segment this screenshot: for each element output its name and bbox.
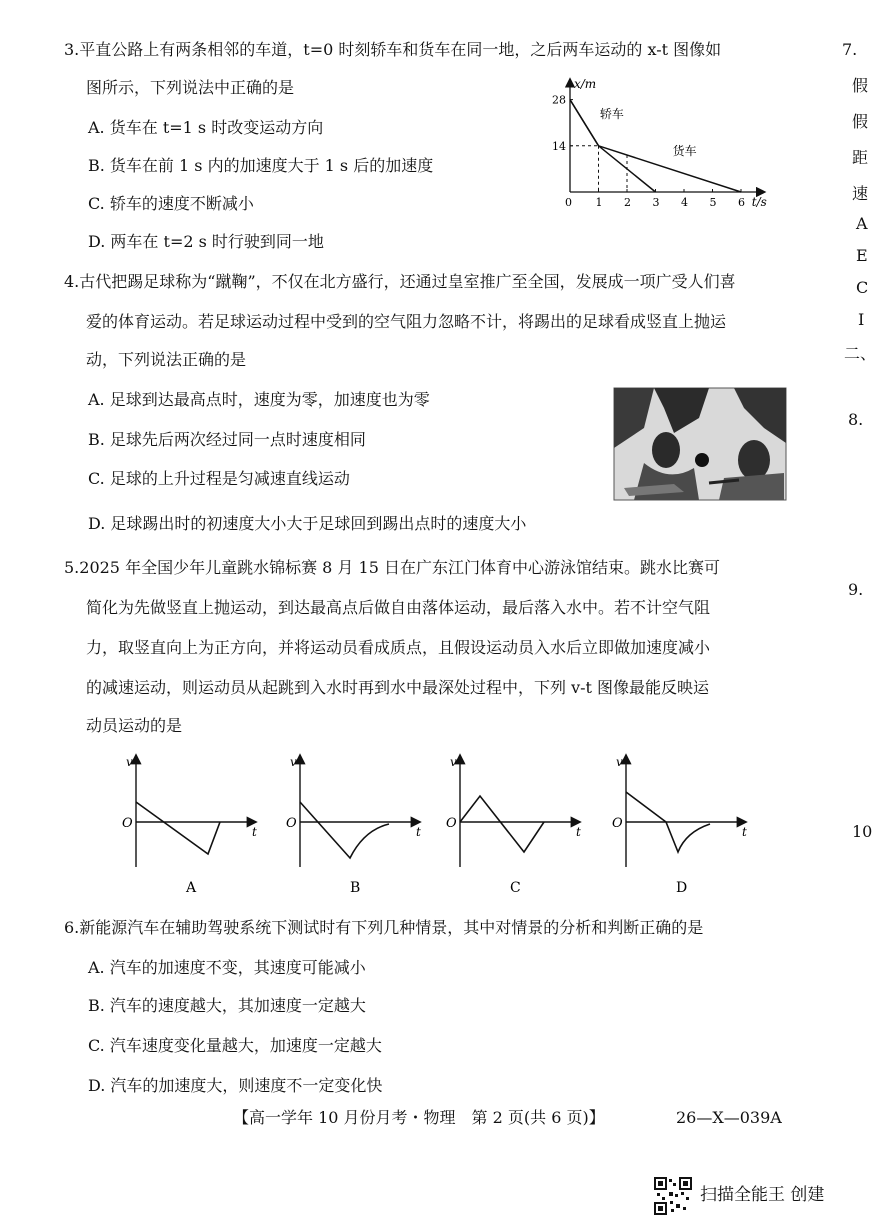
q3-stem-line2: 图所示，下列说法中正确的是 bbox=[86, 78, 295, 97]
q4-stem-line3: 动，下列说法正确的是 bbox=[86, 350, 247, 369]
graph-d-v-label: v bbox=[616, 755, 623, 769]
xt-x-tick-label-3: 3 bbox=[652, 196, 660, 209]
q5-stem-line2: 简化为先做竖直上抛运动，到达最高点后做自由落体运动，最后落入水中。若不计空气阻 bbox=[86, 598, 711, 617]
q3-option-a: A. 货车在 t=1 s 时改变运动方向 bbox=[88, 118, 324, 137]
q3-xt-chart bbox=[550, 70, 790, 210]
graph-d-t-label: t bbox=[742, 825, 747, 839]
graph-c-letter: C bbox=[510, 880, 521, 896]
q5-vt-graphs bbox=[100, 752, 760, 902]
right-clip-b: 假 bbox=[852, 112, 869, 131]
xt-series-label-car: 轿车 bbox=[599, 106, 624, 121]
graph-c-t-label: t bbox=[576, 825, 581, 839]
xt-x-tick-label-1: 1 bbox=[595, 196, 603, 209]
right-clip-c: 距 bbox=[852, 148, 869, 167]
right-clip-a: 假 bbox=[852, 76, 869, 95]
q6-option-b: B. 汽车的速度越大，其加速度一定越大 bbox=[88, 996, 366, 1015]
q6-option-a: A. 汽车的加速度不变，其速度可能减小 bbox=[88, 958, 366, 977]
xt-x-tick-label-2: 2 bbox=[624, 196, 631, 209]
xt-series-label-truck: 货车 bbox=[672, 144, 697, 159]
q4-option-c: C. 足球的上升过程是匀减速直线运动 bbox=[88, 469, 350, 488]
right-clip-8: 8. bbox=[848, 410, 864, 429]
right-clip-e: A bbox=[856, 214, 868, 233]
right-clip-7: 7. bbox=[842, 40, 858, 59]
q3-option-d: D. 两车在 t=2 s 时行驶到同一地 bbox=[88, 232, 324, 251]
xt-y-tick-label-14: 14 bbox=[552, 139, 566, 153]
xt-y-axis-label: x/m bbox=[574, 76, 597, 91]
xt-x-axis-label: t/s bbox=[751, 195, 767, 209]
graph-a-t-label: t bbox=[252, 825, 257, 839]
q6-stem-line1: 6.新能源汽车在辅助驾驶系统下测试时有下列几种情景，其中对情景的分析和判断正确的是 bbox=[64, 918, 704, 937]
xt-x-tick-label-6: 6 bbox=[738, 196, 745, 209]
graph-c-origin: O bbox=[446, 816, 457, 831]
graph-c-v-label: v bbox=[450, 755, 457, 769]
cuju-photo bbox=[614, 388, 786, 500]
q4-option-a: A. 足球到达最高点时，速度为零，加速度也为零 bbox=[88, 390, 430, 409]
graph-a-origin: O bbox=[122, 816, 133, 831]
q5-stem-line3: 力，取竖直向上为正方向，并将运动员看成质点，且假设运动员入水后立即做加速度减小 bbox=[86, 638, 711, 657]
graph-b-origin: O bbox=[286, 816, 297, 831]
q3-option-b: B. 货车在前 1 s 内的加速度大于 1 s 后的加速度 bbox=[88, 156, 434, 175]
right-clip-h: I bbox=[858, 310, 865, 329]
xt-x-tick-label-0: 0 bbox=[565, 196, 572, 209]
page-footer: 【高一学年 10 月份月考・物理 第 2 页(共 6 页)】 bbox=[233, 1108, 605, 1127]
vt-graph-c bbox=[446, 755, 581, 896]
q4-stem-line1: 4.古代把踢足球称为“蹴鞠”，不仅在北方盛行，还通过皇室推广至全国，发展成一项广受人们喜 bbox=[64, 272, 736, 291]
q5-stem-line4: 的减速运动，则运动员从起跳到入水时再到水中最深处过程中，下列 v-t 图像最能反映运 bbox=[86, 678, 710, 697]
right-clip-g: C bbox=[856, 278, 869, 297]
paper-code: 26—X—039A bbox=[676, 1108, 782, 1127]
qr-code-icon bbox=[654, 1177, 692, 1215]
xt-x-tick-label-4: 4 bbox=[681, 196, 688, 209]
q4-option-d: D. 足球踢出时的初速度大小大于足球回到踢出点时的速度大小 bbox=[88, 514, 527, 533]
graph-a-v-label: v bbox=[126, 755, 133, 769]
graph-a-letter: A bbox=[186, 880, 197, 896]
q4-option-b: B. 足球先后两次经过同一点时速度相同 bbox=[88, 430, 366, 449]
xt-y-tick-label-28: 28 bbox=[552, 93, 566, 107]
vt-graph-b bbox=[286, 755, 421, 896]
q5-stem-line1: 5.2025 年全国少年儿童跳水锦标赛 8 月 15 日在广东江门体育中心游泳馆结束。跳水比赛可 bbox=[64, 558, 720, 577]
q6-option-c: C. 汽车速度变化量越大，加速度一定越大 bbox=[88, 1036, 382, 1055]
graph-b-v-label: v bbox=[290, 755, 297, 769]
q3-option-c: C. 轿车的速度不断减小 bbox=[88, 194, 254, 213]
q4-stem-line2: 爱的体育运动。若足球运动过程中受到的空气阻力忽略不计，将踢出的足球看成竖直上抛运 bbox=[86, 312, 727, 331]
xt-x-tick-label-5: 5 bbox=[709, 196, 717, 209]
vt-graph-a bbox=[122, 755, 257, 896]
graph-d-origin: O bbox=[612, 816, 623, 831]
graph-b-t-label: t bbox=[416, 825, 421, 839]
right-clip-d: 速 bbox=[852, 184, 869, 203]
q5-stem-line5: 动员运动的是 bbox=[86, 716, 183, 735]
right-clip-10: 10 bbox=[852, 822, 873, 841]
graph-b-letter: B bbox=[350, 880, 361, 896]
q3-stem-line1: 3.平直公路上有两条相邻的车道，t=0 时刻轿车和货车在同一地，之后两车运动的 x-t 图像如 bbox=[64, 40, 722, 59]
graph-d-letter: D bbox=[676, 880, 688, 896]
right-clip-section2: 二、 bbox=[844, 344, 876, 363]
vt-graph-d bbox=[612, 755, 747, 896]
right-clip-9: 9. bbox=[848, 580, 864, 599]
right-clip-f: E bbox=[856, 246, 868, 265]
scanner-watermark: 扫描全能王 创建 bbox=[700, 1185, 825, 1205]
q6-option-d: D. 汽车的加速度大，则速度不一定变化快 bbox=[88, 1076, 383, 1095]
